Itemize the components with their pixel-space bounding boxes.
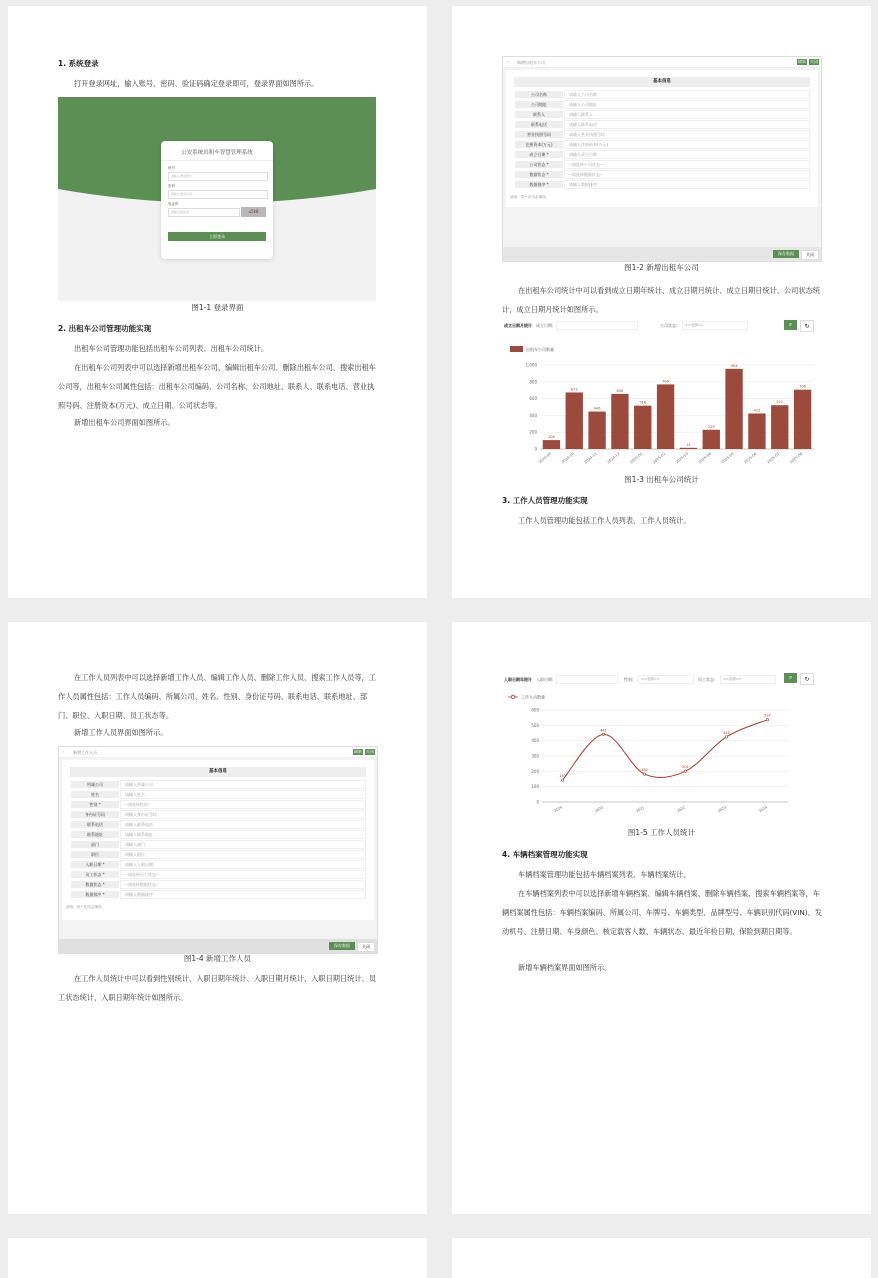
field-input[interactable]: 请输入公司名称 — [564, 90, 810, 99]
refresh-button[interactable]: 刷新 — [798, 59, 806, 64]
field-input[interactable]: --请选择公司状态-- — [564, 160, 810, 169]
field-label: 性别 * — [70, 800, 120, 809]
form-row — [514, 130, 810, 139]
y-tick-label: 500 — [531, 722, 539, 728]
para: 在车辆档案列表中可以选择新增车辆档案、编辑车辆档案、删除车辆档案、搜索车辆档案等，车辆档案属性包括：车辆档案编码、所属公司、车牌号、车辆类型、品牌型号、车辆识别代码(VIN)、发动机号、注册日期、车身颜色、核定载客人数、车辆状态、最近年检日期、保险到期日期等。 — [502, 889, 822, 936]
form-row — [70, 890, 366, 899]
status-select[interactable]: ==全部== — [682, 321, 748, 330]
data-label: 106 — [547, 435, 555, 440]
form-row — [70, 840, 366, 849]
field-label: 成立日期 * — [514, 150, 564, 159]
data-label: 521 — [776, 400, 784, 405]
field-input[interactable]: 请输入公司地址 — [564, 100, 810, 109]
bar — [748, 413, 765, 449]
form-row — [514, 180, 810, 189]
company-form-screenshot: ‹ 新增出租车公司 刷新 关闭 基本信息 公司名称 请输入公司名称 公司地址 请输入公司地址 联系人 请输入联系人 联系电话 请输入联系电话 营业执照号码 请输入营业执照号码 注册资本(万元) 请输入注册资本(万元) 成立日期 * 请输入成立日期 公司状态 * --请选择公司状态-- 数据状态 * --请选择数据状态-- 数据排序 * 请输入数据排序 说明：带 * 的为必填项。 保存数据 关闭 — [502, 56, 822, 262]
para: 在工作人员列表中可以选择新增工作人员、编辑工作人员、删除工作人员、搜索工作人员等，工作人员属性包括：工作人员编码、所属公司、姓名、性别、身份证号码、联系电话、联系地址、部门、职位、入职日期、员工状态等。 — [58, 673, 376, 720]
para: 在工作人员统计中可以看到性别统计、入职日期年统计、入职日期月统计、入职日期日统计、员工状态统计，入职日期年统计如图所示。 — [58, 974, 376, 1002]
sex-select[interactable]: ==全部== — [638, 675, 694, 684]
field-input[interactable]: --请选择性别-- — [120, 800, 366, 809]
field-input[interactable]: 请输入联系人 — [564, 110, 810, 119]
legend-marker — [511, 695, 515, 699]
field-label: 身份证号码 — [70, 810, 120, 819]
page-1 — [8, 6, 427, 598]
y-tick-label: 100 — [531, 784, 539, 790]
data-label: 201 — [682, 765, 689, 770]
caption: 图1-1 登录界面 — [191, 303, 244, 312]
field-input[interactable]: 请输入数据排序 — [564, 180, 810, 189]
para: 车辆档案管理功能包括车辆档案列表、车辆档案统计。 — [518, 870, 691, 879]
y-tick-label: 400 — [531, 738, 539, 744]
legend-label: 工作人员数量 — [521, 694, 545, 700]
x-tick-label: 2020 — [594, 805, 604, 814]
login-button[interactable]: 立即登录 — [168, 232, 266, 241]
bar-chart — [502, 333, 820, 473]
caption: 图1-3 出租车公司统计 — [624, 475, 699, 484]
para: 新增出租车公司界面如图所示。 — [74, 418, 175, 427]
form-row — [70, 780, 366, 789]
x-tick-label: 2025-06 — [743, 451, 758, 465]
para: 新增车辆档案界面如图所示。 — [518, 963, 612, 972]
field-label: 联系电话 — [70, 820, 120, 829]
page-3 — [8, 622, 427, 1214]
date-input[interactable] — [556, 675, 618, 684]
y-tick-label: 0 — [536, 799, 539, 805]
form-row — [514, 120, 810, 129]
bar — [588, 412, 605, 449]
filter-date-label: 入职日期: — [536, 677, 554, 682]
close-button[interactable]: 关闭 — [801, 250, 819, 260]
heading-vehicle: 4. 车辆档案管理功能实现 — [502, 850, 588, 859]
login-title: 公安系统出租车智慧管理系统 — [181, 150, 253, 156]
date-input[interactable] — [556, 321, 638, 330]
filter-label: 成立日期月统计 — [504, 323, 532, 328]
heading-login: 1. 系统登录 — [58, 59, 99, 68]
x-tick-label: 2024-10 — [560, 451, 575, 465]
bar — [680, 448, 697, 449]
field-label: 员工状态 * — [70, 870, 120, 879]
field-input[interactable]: 请输入联系电话 — [564, 120, 810, 129]
x-tick-label: 2024-09 — [537, 451, 553, 465]
x-tick-label: 2024-12 — [606, 451, 621, 465]
y-tick-label: 400 — [529, 412, 537, 418]
form-row — [70, 820, 366, 829]
data-label: 14 — [686, 442, 691, 447]
para: 工作人员管理功能包括工作人员列表、工作人员统计。 — [518, 516, 691, 525]
field-label: 公司名称 — [514, 90, 564, 99]
close-tab-button[interactable]: 关闭 — [810, 59, 818, 64]
bar — [657, 384, 674, 449]
x-tick-label: 2021 — [635, 805, 645, 814]
search-icon[interactable]: ⌕ — [784, 673, 797, 683]
field-input[interactable]: 请输入营业执照号码 — [564, 130, 810, 139]
line-chart — [502, 688, 820, 818]
y-tick-label: 0 — [534, 446, 537, 452]
field-input[interactable]: 请输入入职日期 — [120, 860, 366, 869]
bar — [611, 394, 628, 449]
para: 在出租车公司列表中可以选择新增出租车公司、编辑出租车公司、删除出租车公司、搜索出租车公司等，出租车公司属性包括：出租车公司编码、公司名称、公司地址、联系人、联系电话、营业执照号码、注册资本(万元)、成立日期、公司状态等。 — [58, 363, 376, 410]
field-label: 联系人 — [514, 110, 564, 119]
data-label: 425 — [723, 730, 730, 735]
bar — [725, 369, 742, 449]
caption: 图1-5 工作人员统计 — [627, 828, 696, 837]
page-2 — [452, 6, 871, 598]
staff-form-screenshot: ‹ 新增工作人员 刷新 关闭 基本信息 所属公司 请输入所属公司 姓名 请输入姓名 性别 * --请选择性别-- 身份证号码 请输入身份证号码 联系电话 请输入联系电话 联系地址 请输入联系地址 部门 请输入部门 职位 请输入职位 入职日期 * 请输入入职日期 员工状态 * --请选择员工状态-- 数据状态 * --请选择数据状态-- 数据排序 * 请输入数据排序 说明：带 * 的为必填项。 保存数据 关闭 — [58, 746, 378, 954]
company-chart-panel — [502, 319, 820, 471]
form-row — [70, 870, 366, 879]
field-input[interactable]: 请输入成立日期 — [564, 150, 810, 159]
y-tick-label: 300 — [531, 753, 539, 759]
field-label: 数据状态 * — [514, 170, 564, 179]
data-label: 537 — [764, 713, 771, 718]
data-label: 706 — [799, 384, 807, 389]
refresh-icon[interactable]: ↻ — [800, 320, 814, 332]
filter-label: 入职日期年统计 — [504, 677, 532, 682]
data-label: 656 — [616, 388, 624, 393]
staff-chart-panel — [502, 672, 820, 817]
field-input[interactable]: --请选择数据状态-- — [120, 880, 366, 889]
x-tick-label: 2025-08 — [789, 451, 804, 465]
label-password: 密码 — [168, 184, 175, 188]
user-input[interactable]: 请输入登录账号 — [168, 172, 268, 181]
form-row — [514, 170, 810, 179]
form-row — [70, 860, 366, 869]
form-row — [70, 850, 366, 859]
data-label: 182 — [641, 768, 648, 773]
para: 打开登录网址，输入账号、密码、验证码确定登录即可，登录界面如图所示。 — [74, 79, 319, 88]
data-point — [643, 773, 645, 775]
y-tick-label: 1,000 — [525, 362, 537, 368]
field-input[interactable]: 请输入联系电话 — [120, 820, 366, 829]
field-input[interactable]: 请输入所属公司 — [120, 780, 366, 789]
y-tick-label: 800 — [529, 379, 537, 385]
form-row — [70, 880, 366, 889]
form-note: 说明：带 * 的为必填项。 — [510, 195, 549, 199]
field-label: 公司地址 — [514, 100, 564, 109]
search-icon[interactable]: ⌕ — [784, 320, 797, 330]
x-tick-label: 2024-11 — [583, 451, 598, 465]
data-label: 229 — [707, 424, 715, 429]
caption: 图1-4 新增工作人员 — [183, 954, 252, 963]
bar — [703, 430, 720, 449]
breadcrumb: 新增出租车公司 — [517, 60, 545, 65]
login-screenshot — [58, 97, 376, 301]
page-6 — [452, 1238, 871, 1278]
close-button[interactable]: 关闭 — [357, 942, 375, 952]
field-input[interactable]: 请输入姓名 — [120, 790, 366, 799]
x-tick-label: 2025-07 — [766, 451, 781, 465]
y-tick-label: 200 — [531, 768, 539, 774]
refresh-button[interactable]: 刷新 — [354, 749, 362, 754]
form-row — [70, 790, 366, 799]
field-label: 部门 — [70, 840, 120, 849]
x-tick-label: 2024 — [758, 805, 768, 814]
form-row — [514, 160, 810, 169]
field-label: 营业执照号码 — [514, 130, 564, 139]
field-label: 数据状态 * — [70, 880, 120, 889]
x-tick-label: 2025-02 — [652, 451, 667, 465]
form-row — [70, 810, 366, 819]
field-input[interactable]: 请输入联系地址 — [120, 830, 366, 839]
para: 在出租车公司统计中可以看到成立日期年统计、成立日期月统计、成立日期日统计、公司状态统计，成立日期月统计如图所示。 — [502, 286, 820, 314]
page-4 — [452, 622, 871, 1214]
field-label: 职位 — [70, 850, 120, 859]
save-button[interactable]: 保存数据 — [773, 250, 799, 258]
caption: 图1-2 新增出租车公司 — [624, 263, 699, 272]
field-label: 公司状态 * — [514, 160, 564, 169]
field-input[interactable]: --请选择员工状态-- — [120, 870, 366, 879]
form-row — [70, 830, 366, 839]
bar — [634, 406, 651, 449]
bar — [566, 392, 583, 449]
bar — [794, 390, 811, 449]
data-label: 673 — [570, 387, 578, 392]
password-input[interactable]: 请输入登录密码 — [168, 190, 268, 199]
bar — [771, 405, 788, 449]
form-row — [514, 140, 810, 149]
data-point — [684, 770, 686, 772]
label-user: 账号 — [168, 166, 175, 170]
field-input[interactable]: 请输入部门 — [120, 840, 366, 849]
field-input[interactable]: 请输入职位 — [120, 850, 366, 859]
data-point — [561, 779, 563, 781]
x-tick-label: 2023 — [717, 805, 727, 814]
close-tab-button[interactable]: 关闭 — [366, 749, 374, 754]
y-tick-label: 200 — [529, 429, 537, 435]
y-tick-label: 600 — [531, 707, 539, 713]
filter-status-label: 员工状态: — [698, 677, 716, 682]
para: 新增工作人员界面如图所示。 — [74, 728, 168, 737]
section-title: 基本信息 — [70, 767, 366, 777]
captcha-image[interactable]: u5k8 — [241, 207, 266, 217]
field-label: 联系电话 — [514, 120, 564, 129]
form-row — [514, 90, 810, 99]
page-5 — [8, 1238, 427, 1278]
form-row — [70, 800, 366, 809]
field-label: 联系地址 — [70, 830, 120, 839]
data-label: 441 — [600, 728, 607, 733]
legend-label: 出租车公司数量 — [526, 347, 554, 352]
data-label: 143 — [559, 774, 566, 779]
data-label: 954 — [730, 363, 738, 368]
data-label: 423 — [753, 408, 761, 413]
form-note: 说明：带 * 的为必填项。 — [66, 905, 105, 909]
filter-date-label: 成立日期: — [536, 323, 554, 328]
save-button[interactable]: 保存数据 — [329, 942, 355, 950]
x-tick-label: 2025-05 — [720, 451, 735, 465]
field-label: 注册资本(万元) — [514, 140, 564, 149]
field-label: 数据排序 * — [514, 180, 564, 189]
form-row — [514, 100, 810, 109]
x-tick-label: 2025-01 — [629, 451, 644, 465]
field-label: 入职日期 * — [70, 860, 120, 869]
field-input[interactable]: 请输入数据排序 — [120, 890, 366, 899]
field-label: 姓名 — [70, 790, 120, 799]
bar — [543, 440, 560, 449]
data-label: 446 — [593, 406, 601, 411]
field-label: 所属公司 — [70, 780, 120, 789]
data-label: 769 — [662, 379, 670, 384]
breadcrumb: 新增工作人员 — [73, 750, 97, 755]
para: 出租车公司管理功能包括出租车公司列表、出租车公司统计。 — [74, 344, 269, 353]
data-point — [766, 718, 768, 720]
filter-sex-label: 性别: — [624, 677, 634, 682]
heading-company: 2. 出租车公司管理功能实现 — [58, 324, 152, 333]
y-tick-label: 600 — [529, 396, 537, 402]
data-point — [725, 736, 727, 738]
field-input[interactable]: 请输入身份证号码 — [120, 810, 366, 819]
field-input[interactable]: 请输入注册资本(万元) — [564, 140, 810, 149]
data-point — [602, 733, 604, 735]
data-label: 516 — [639, 400, 647, 405]
login-card — [161, 141, 273, 259]
label-captcha: 验证码 — [168, 202, 179, 206]
x-tick-label: 2019 — [553, 805, 563, 814]
x-tick-label: 2025-03 — [674, 451, 690, 465]
section-title: 基本信息 — [514, 77, 810, 87]
form-row — [514, 150, 810, 159]
status-select[interactable]: ==全部== — [720, 675, 776, 684]
field-label: 数据排序 * — [70, 890, 120, 899]
legend-swatch — [510, 346, 523, 352]
captcha-input[interactable]: 请输入验证码 — [168, 208, 240, 217]
filter-status-label: 公司状态: — [660, 323, 678, 328]
refresh-icon[interactable]: ↻ — [800, 673, 814, 685]
x-tick-label: 2022 — [676, 805, 686, 814]
form-row — [514, 110, 810, 119]
field-input[interactable]: --请选择数据状态-- — [564, 170, 810, 179]
heading-staff: 3. 工作人员管理功能实现 — [502, 496, 588, 505]
series-line — [563, 720, 768, 780]
x-tick-label: 2025-04 — [697, 451, 712, 465]
